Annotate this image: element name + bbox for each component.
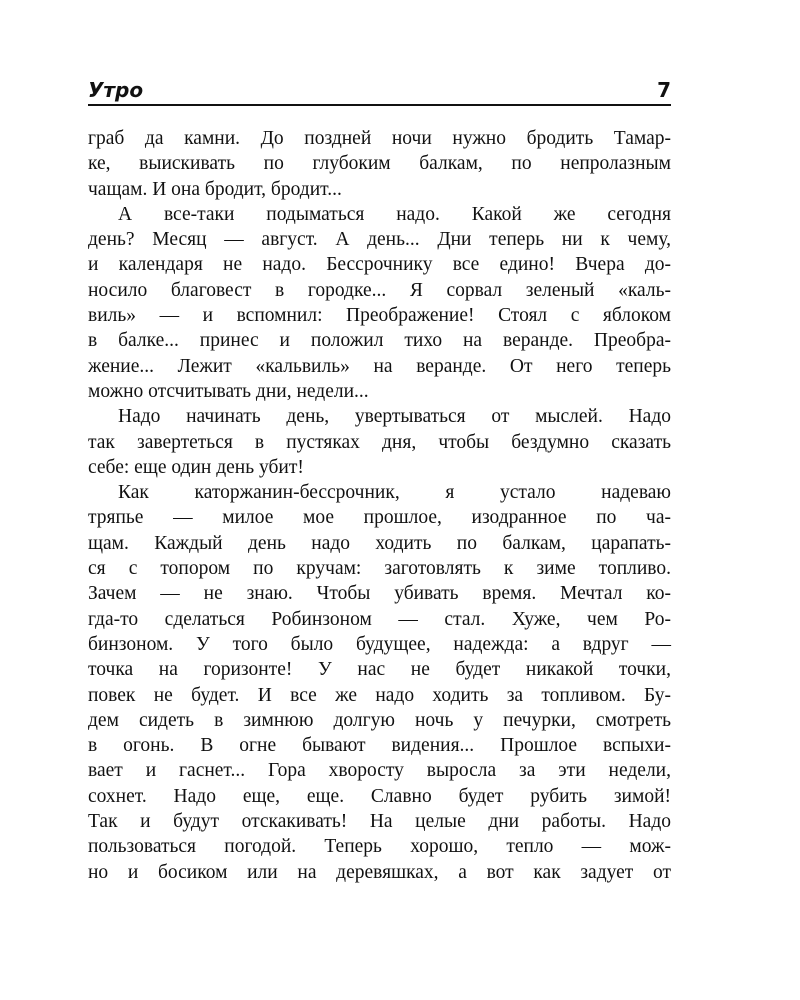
text-line: виль» — и вспомнил: Преображение! Стоял с яблоком <box>88 305 671 327</box>
text-line: жение... Лежит «кальвиль» на веранде. От него теперь <box>88 355 671 377</box>
page-number: 7 <box>657 78 671 102</box>
text-line: Зачем — не знаю. Чтобы убивать время. Мечтал ко- <box>88 583 671 605</box>
running-head: Утро <box>88 78 144 102</box>
text-line: дем сидеть в зимнюю долгую ночь у печурки, смотреть <box>88 709 671 731</box>
text-line: повек не будет. И все же надо ходить за топливом. Бу- <box>88 684 671 706</box>
paragraph <box>88 202 671 404</box>
text-line: тряпье — милое мое прошлое, изодранное по ча- <box>88 507 671 529</box>
text-line: вает и гаснет... Гора хворосту выросла за эти недели, <box>88 760 671 782</box>
text-line: в балке... принес и положил тихо на веранде. Преобра- <box>88 330 671 352</box>
text-line: Как каторжанин-бессрочник, я устало надеваю <box>118 482 671 504</box>
text-line: Так и будут отскакивать! На целые дни работы. Надо <box>88 811 671 833</box>
text-line: бинзоном. У того было будущее, надежда: а вдруг — <box>88 633 671 655</box>
text-line: но и босиком или на деревяшках, а вот как задует от <box>88 861 671 883</box>
header-rule <box>88 104 671 106</box>
text-line: граб да камни. До поздней ночи нужно бродить Тамар- <box>88 128 671 149</box>
paragraph <box>88 404 671 480</box>
text-line: пользоваться погодой. Теперь хорошо, тепло — мож- <box>88 836 671 858</box>
body-text <box>88 126 671 885</box>
paragraph <box>88 480 671 885</box>
text-line: точка на горизонте! У нас не будет никакой точки, <box>88 659 671 681</box>
text-line: день? Месяц — август. А день... Дни теперь ни к чему, <box>88 229 671 251</box>
text-line: гда-то сделаться Робинзоном — стал. Хуже, чем Ро- <box>88 608 671 630</box>
text-line: сохнет. Надо еще, еще. Славно будет рубить зимой! <box>88 785 671 807</box>
text-line: носило благовест в городке... Я сорвал зеленый «каль- <box>88 279 671 301</box>
text-line: щам. Каждый день надо ходить по балкам, царапать- <box>88 532 671 554</box>
text-line: себе: еще один день убит! <box>88 456 304 478</box>
text-line: и календаря не надо. Бессрочнику все едино! Вчера до- <box>88 254 671 276</box>
text-line: можно отсчитывать дни, недели... <box>88 380 369 402</box>
text-line: ке, выискивать по глубоким балкам, по непролазным <box>88 153 671 175</box>
text-line: ся с топором по кручам: заготовлять к зиме топливо. <box>88 558 671 580</box>
text-line: так завертеться в пустяках дня, чтобы бездумно сказать <box>88 431 671 453</box>
text-line: Надо начинать день, увертываться от мыслей. Надо <box>118 406 671 428</box>
page-header <box>88 76 671 106</box>
paragraph <box>88 126 671 202</box>
text-line: чащам. И она бродит, бродит... <box>88 178 342 200</box>
text-line: в огонь. В огне бывают видения... Прошлое вспыхи- <box>88 735 671 757</box>
text-line: А все-таки подыматься надо. Какой же сегодня <box>118 203 671 225</box>
